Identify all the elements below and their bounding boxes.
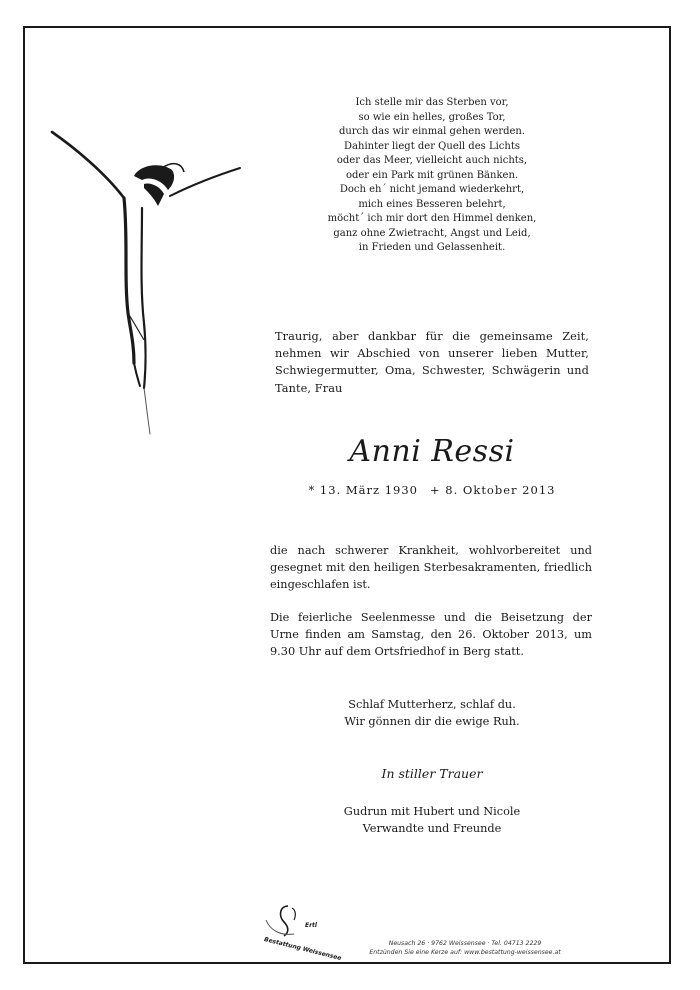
poem-line: oder ein Park mit grünen Bänken. — [345, 169, 519, 181]
intro-text: Traurig, aber dankbar für die gemeinsame Zeit, nehmen wir Abschied von unserer lieben Mutter, Schwiegermutter, Oma, Schwester, Schwägerin und Tante, Frau — [275, 330, 589, 395]
death-date: + 8. Oktober 2013 — [430, 483, 556, 497]
birth-date: * 13. März 1930 — [308, 483, 418, 497]
funeral-details-text: Die feierliche Seelenmesse und die Beisetzung der Urne finden am Samstag, den 26. Oktober 2013, um 9.30 Uhr auf dem Ortsfriedhof in Berg statt. — [270, 611, 592, 659]
mourner-line: Gudrun mit Hubert und Nicole — [343, 805, 521, 818]
passing-text: die nach schwerer Krankheit, wohlvorbereitet und gesegnet mit den heiligen Sterbesakramenten, friedlich eingeschlafen ist. — [270, 544, 592, 592]
verse-line: Schlaf Mutterherz, schlaf du. — [348, 698, 516, 711]
verse-line: Wir gönnen dir die ewige Ruh. — [344, 715, 520, 728]
poem-line: so wie ein helles, großes Tor, — [358, 111, 506, 123]
footer-contact — [345, 939, 585, 957]
logo-top-text: Ertl — [305, 922, 317, 929]
poem-line: ganz ohne Zwietracht, Angst und Leid, — [333, 227, 531, 239]
poem-line: in Frieden und Gelassenheit. — [358, 242, 506, 253]
footer-address: Neusach 26 · 9762 Weissensee · Tel. 04713 2229 — [388, 940, 542, 947]
poem — [300, 96, 564, 256]
mourner-line: Verwandte und Freunde — [362, 822, 502, 835]
mourning-heading: In stiller Trauer — [381, 766, 483, 781]
poem-line: mich eines Besseren belehrt, — [358, 198, 506, 210]
crucifix-figure-icon — [50, 128, 245, 438]
life-dates — [275, 482, 589, 498]
deceased-name: Anni Ressi — [349, 434, 515, 469]
poem-line: durch das wir einmal gehen werden. — [338, 126, 526, 137]
poem-line: Dahinter liegt der Quell des Lichts — [344, 140, 520, 152]
logo-name-text: Bestattung Weissensee — [263, 936, 343, 962]
farewell-verse — [300, 696, 564, 730]
poem-line: Ich stelle mir das Sterben vor, — [355, 97, 509, 108]
footer-candle-link[interactable]: Entzünden Sie eine Kerze auf: www.bestattung-weissensee.at — [369, 949, 561, 956]
funeral-home-logo — [260, 902, 343, 962]
poem-line: möcht´ ich mir dort den Himmel denken, — [327, 213, 537, 224]
poem-line: Doch eh´ nicht jemand wiederkehrt, — [339, 184, 525, 195]
poem-line: oder das Meer, vielleicht auch nichts, — [336, 155, 528, 166]
mourners-list — [300, 803, 564, 837]
